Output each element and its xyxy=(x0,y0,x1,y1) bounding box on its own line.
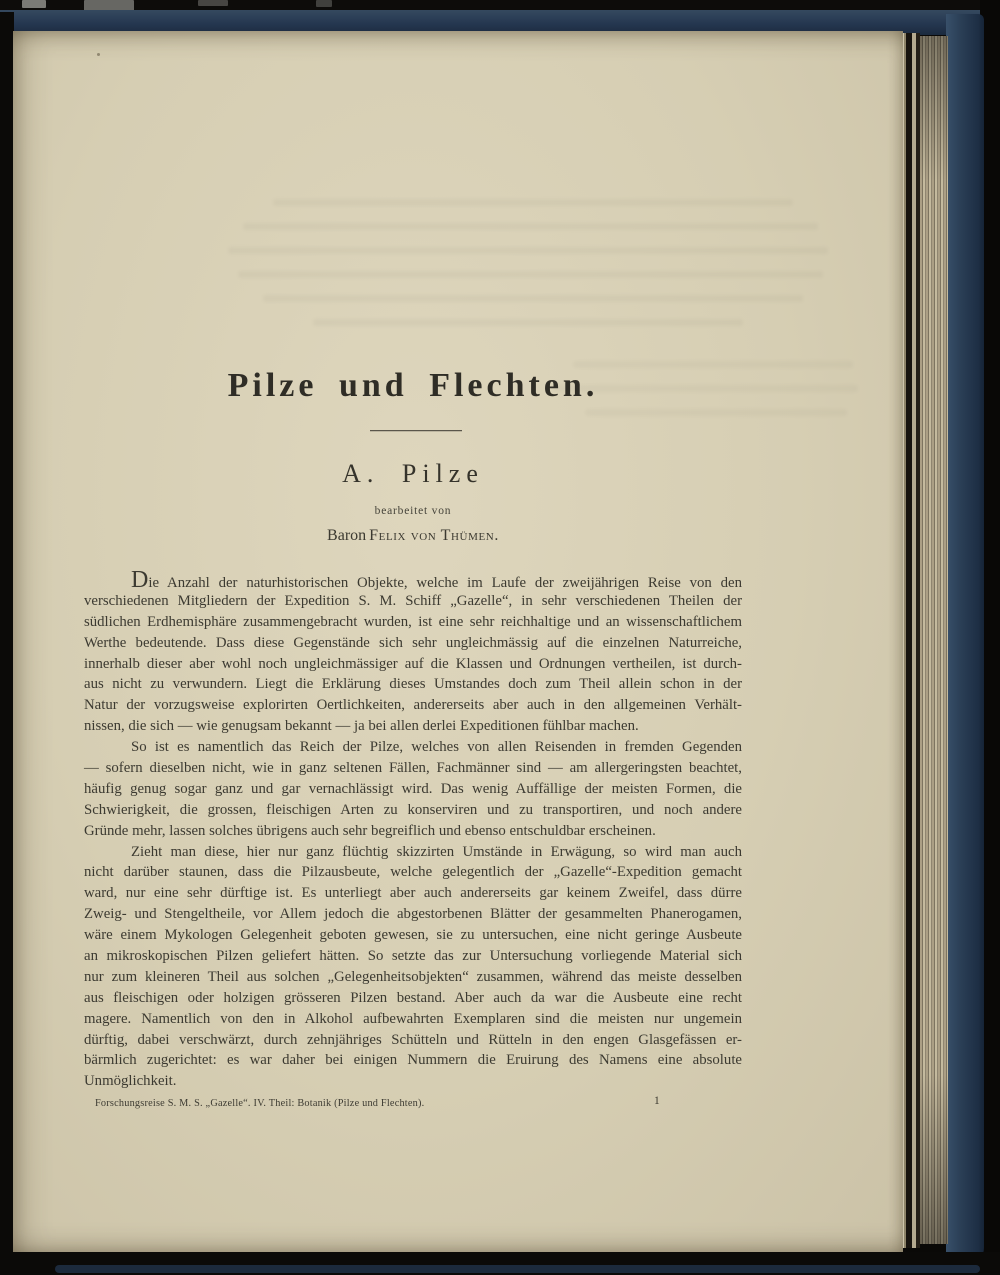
text-line: Zieht man diese, hier nur ganz flüchtig skizzirten Umstände in Erwägung, so wird man auch xyxy=(131,843,742,860)
book-cover-bottom-edge xyxy=(55,1265,980,1273)
paragraph xyxy=(84,737,742,841)
footer-signature: Forschungsreise S. M. S. „Gazelle“. IV. Theil: Botanik (Pilze und Flechten). xyxy=(95,1098,425,1109)
paper-speck xyxy=(97,53,100,56)
text-line: Schwierigkeit, die grossen, fleischigen Arten zu konserviren und zu transportiren, und noch andere xyxy=(84,801,742,818)
text-line: ward, nur eine sehr dürftige ist. Es unterliegt aber auch andererseits gar keinem Zweifel, dass dürre xyxy=(84,885,742,902)
page-number: 1 xyxy=(654,1095,660,1107)
text-line: verschiedenen Mitgliedern der Expedition S. M. Schiff „Gazelle“, in sehr verschiedenen Theilen der xyxy=(84,592,742,609)
text-line: häufig genug sogar ganz und gar vernachlässigt wird. Das wenig Auffällige der meisten Formen, die xyxy=(84,780,742,797)
page-fore-edge-shadow xyxy=(901,33,920,1248)
text-line: bärmlich zugerichtet: es war daher bei einigen Nummern die Eruirung des Namens eine absolute xyxy=(84,1052,742,1069)
paragraph xyxy=(84,567,742,737)
chapter-title: Pilze und Flechten. xyxy=(227,367,599,404)
paragraph xyxy=(84,842,742,1093)
section-heading: A. Pilze xyxy=(342,459,484,488)
author-line xyxy=(84,527,742,545)
show-through-line xyxy=(585,409,847,416)
book-page xyxy=(13,31,903,1252)
author-name: Felix von Thümen. xyxy=(369,527,499,544)
author-prefix: Baron xyxy=(327,527,367,544)
show-through-line xyxy=(313,319,743,326)
text-line: Zweig- und Stengeltheile, vor Allem jedoch die abgestorbenen Blätter der gesammelten Phanerogamen, xyxy=(84,906,742,923)
text-line: Gründe mehr, lassen solches übrigens auch sehr begreiflich und ebenso entschuldbar erscheinen. xyxy=(84,822,656,839)
text-line: — sofern dieselben nicht, wie in ganz seltenen Fällen, Fachmänner sind — am allergeringsten beachtet, xyxy=(84,760,742,777)
text-line: Die Anzahl der naturhistorischen Objekte, welche im Laufe der zweijährigen Reise von den xyxy=(131,567,742,593)
tape-mark xyxy=(316,0,332,7)
tape-mark xyxy=(198,0,228,6)
text-line: dürftig, dabei verschwärzt, durch zehnjähriges Schütteln und Rütteln in den engen Glasgefässen er- xyxy=(84,1031,742,1048)
text-line: innerhalb dieser aber wohl noch ungleichmässiger auf die Klassen und Ordnungen vertheilen, ist durch- xyxy=(84,655,742,672)
show-through-line xyxy=(238,271,823,278)
text-line: aus nicht zu verwundern. Liegt die Erklärung dieses Umstandes doch zum Theil allein schon in der xyxy=(84,676,742,693)
show-through-line xyxy=(273,199,793,206)
text-line: magere. Namentlich von den in Alkohol aufbewahrten Exemplaren sind die meisten nur ungemein xyxy=(84,1010,742,1027)
text-line: Werthe bedeutende. Dass diese Gegenstände sich sehr ungleichmässig auf die einzelnen Naturreiche, xyxy=(84,634,742,651)
title-rule xyxy=(370,430,462,431)
background-left xyxy=(0,12,14,1275)
text-line: südlichen Erdhemisphäre zusammengebracht wurden, ist eine sehr reichhaltige und an wissenschaftlichem xyxy=(84,613,742,630)
show-through-line xyxy=(228,247,828,254)
body-text xyxy=(84,567,742,1092)
byline: bearbeitet von xyxy=(374,505,452,517)
book-cover-right-edge xyxy=(946,14,984,1264)
text-line: an mikroskopischen Pilzen geliefert hätten. So setzte das zur Untersuchung vorliegende Material sich xyxy=(84,948,742,965)
text-line: aus fleischigen oder holzigen grösseren Pilzen bestand. Aber auch da war die Ausbeute eine recht xyxy=(84,989,742,1006)
text-line: Unmöglichkeit. xyxy=(84,1073,177,1090)
text-line: Natur der vorzugsweise explorirten Oertlichkeiten, andererseits aber auch in den allgemeinen Verhält- xyxy=(84,697,742,714)
text-line: So ist es namentlich das Reich der Pilze, welches von allen Reisenden in fremden Gegenden xyxy=(131,739,742,756)
text-line: nicht darüber staunen, dass die Pilzausbeute, welche gelegentlich der „Gazelle“-Expedition gemacht xyxy=(84,864,742,881)
text-line: nissen, die sich — wie genugsam bekannt — ja bei allen derlei Expeditionen fühlbar machen. xyxy=(84,718,639,735)
text-line: nur zum kleineren Theil aus solchen „Gelegenheitsobjekten“ zusammen, während das meiste desselben xyxy=(84,968,742,985)
show-through-line xyxy=(263,295,803,302)
page-stack-fore-edge xyxy=(920,36,948,1244)
show-through-line xyxy=(243,223,818,230)
tape-mark xyxy=(22,0,46,8)
text-line: wäre einem Mykologen Gelegenheit geboten gewesen, sie zu untersuchen, eine nicht geringe Ausbeute xyxy=(84,927,742,944)
